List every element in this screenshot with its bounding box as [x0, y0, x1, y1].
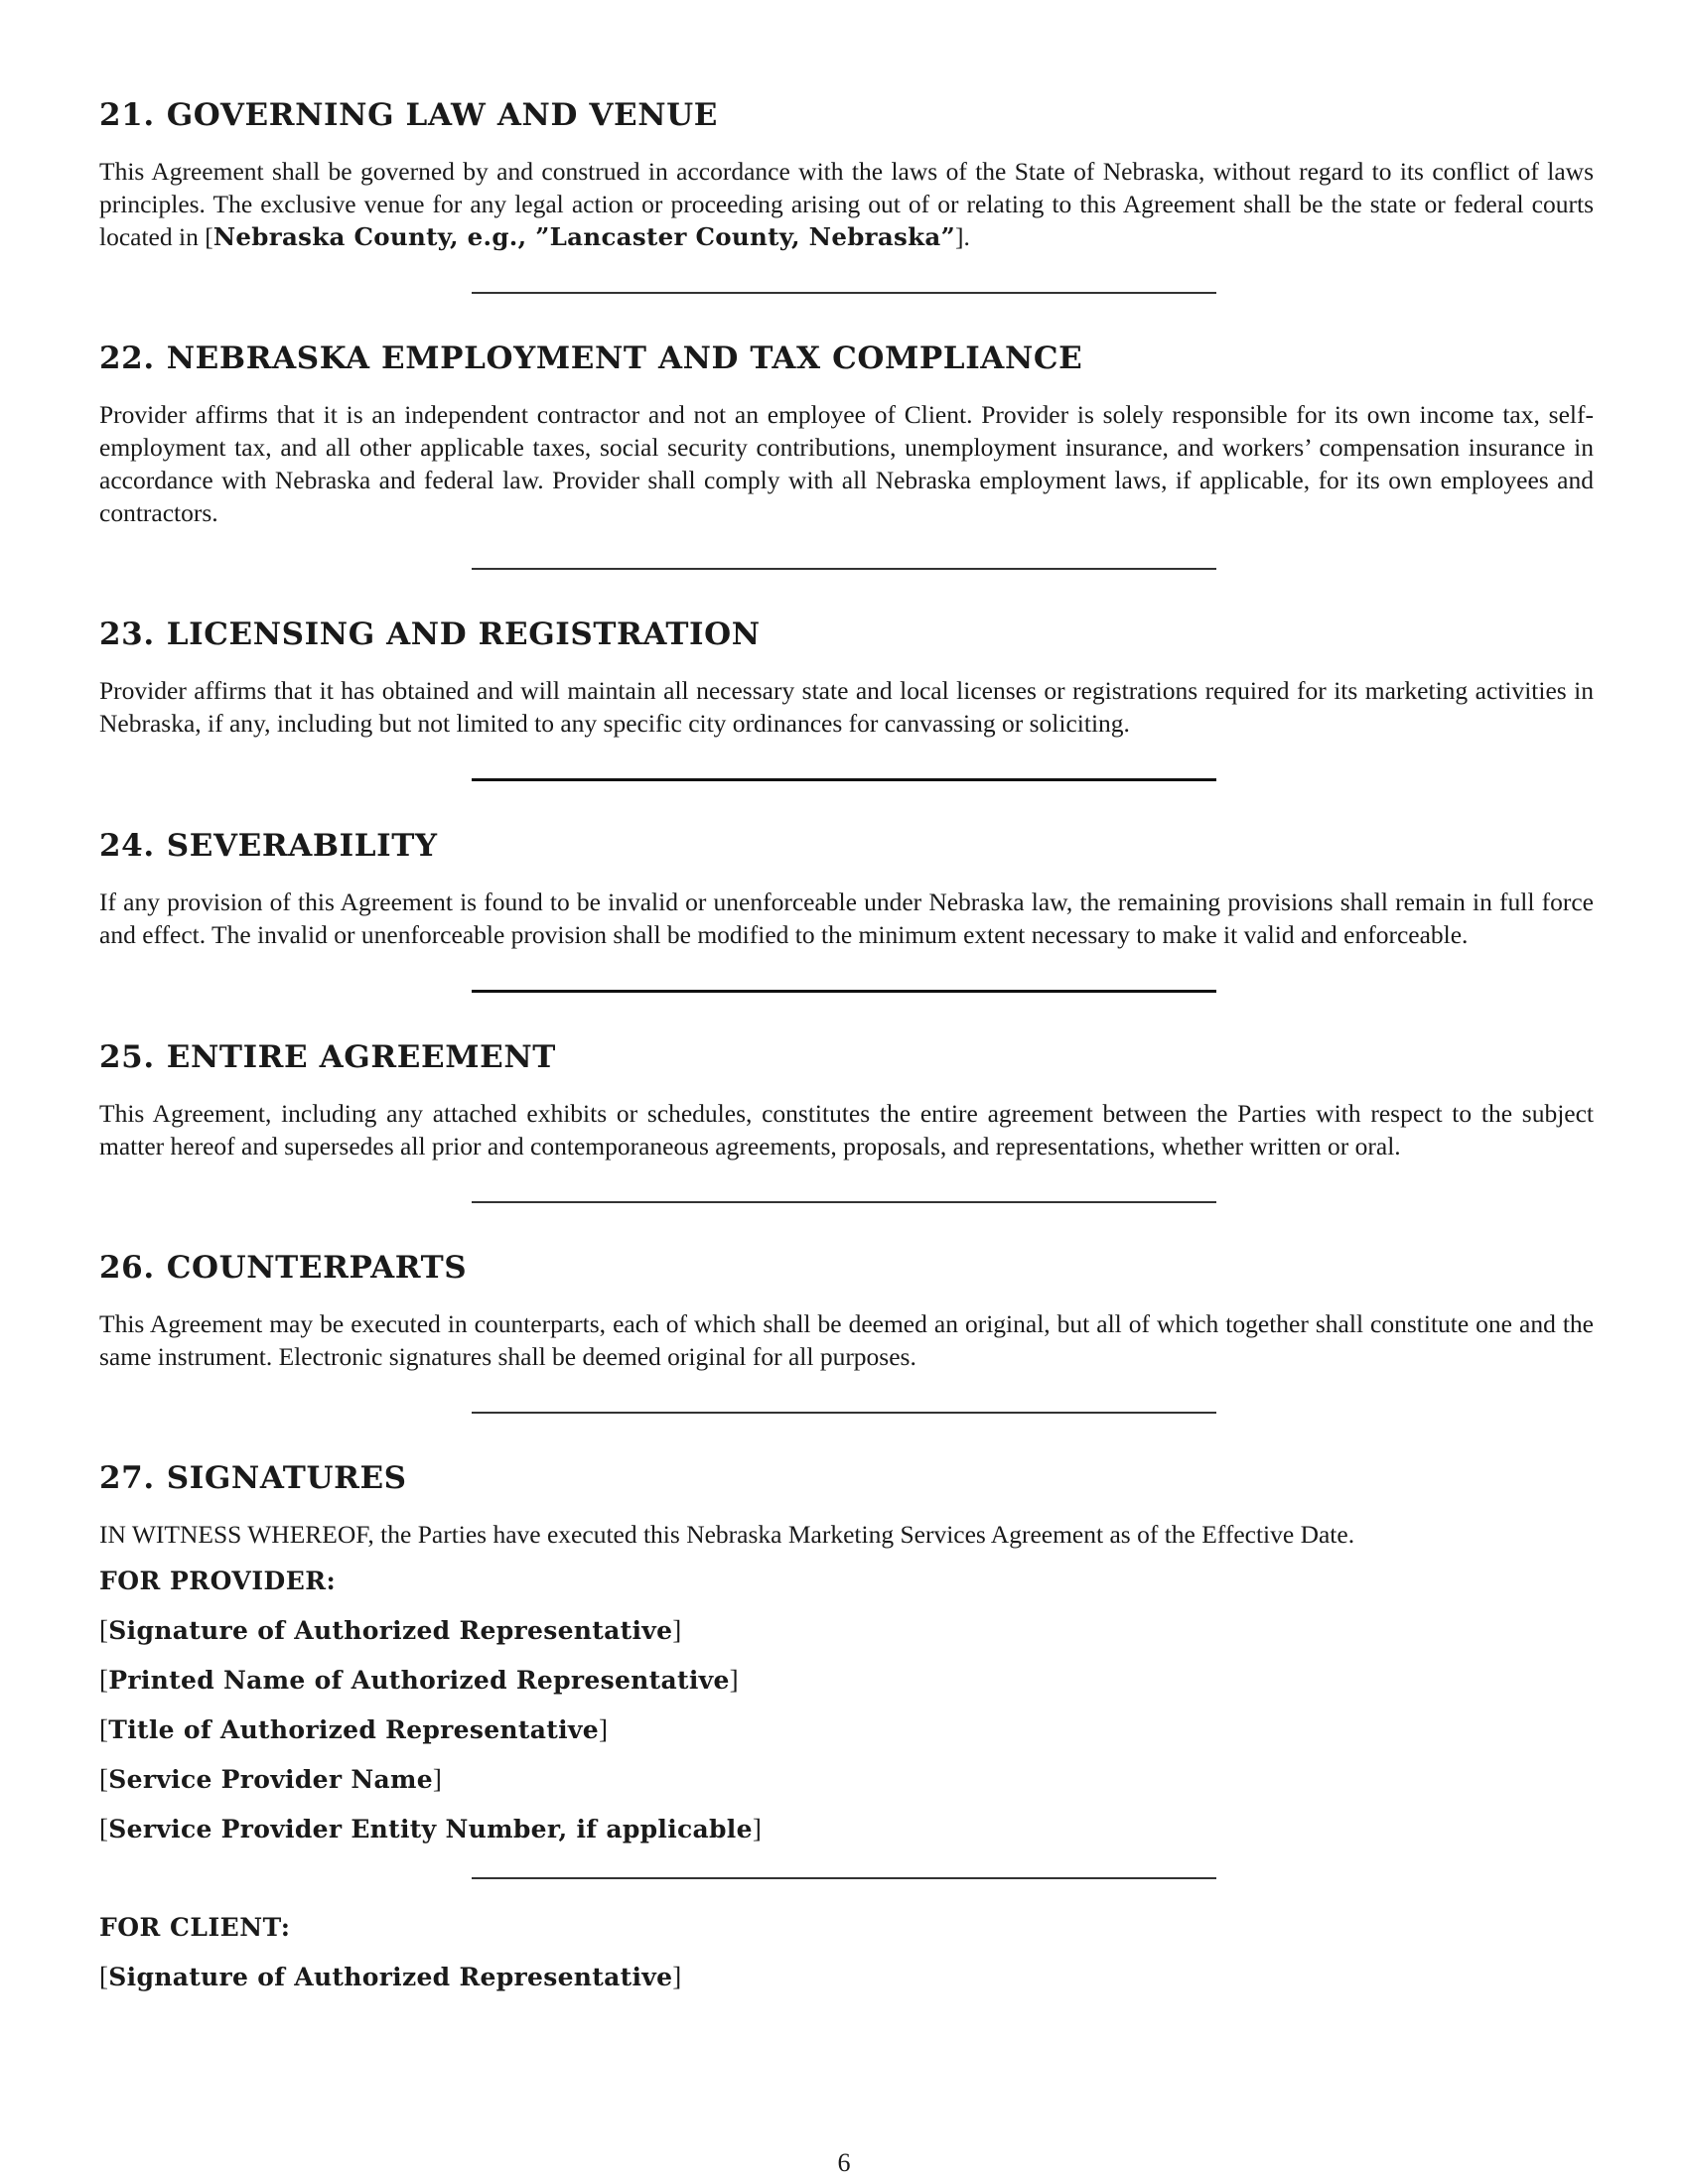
section-body: Provider affirms that it is an independent contractor and not an employee of Client. Provider is solely responsible for its own income tax, self-employment tax, and all other applicable taxes, social security contributions, unemployment insurance, and workers’ compensation insurance in accordance with Nebraska and federal law. Provider shall comply with all Nebraska employment laws, if applicable, for its own employees and contractors.: [99, 400, 1594, 527]
section-divider: [472, 1877, 1216, 1879]
section-title: GOVERNING LAW AND VENUE: [166, 97, 719, 133]
section-number: 27.: [99, 1460, 155, 1496]
document-content: [99, 95, 1594, 2010]
section-heading: [99, 826, 1594, 866]
section-number: 24.: [99, 828, 155, 864]
section-title: LICENSING AND REGISTRATION: [166, 616, 761, 652]
section-employment-tax: [99, 339, 1594, 529]
provider-entity-number-line: [99, 1813, 1594, 1845]
section-divider: [472, 990, 1216, 993]
section-divider: [472, 292, 1216, 294]
provider-title-line: [99, 1713, 1594, 1746]
section-divider: [472, 778, 1216, 781]
section-title: NEBRASKA EMPLOYMENT AND TAX COMPLIANCE: [166, 341, 1083, 376]
section-signatures: [99, 1458, 1594, 1845]
witness-statement: IN WITNESS WHEREOF, the Parties have executed this Nebraska Marketing Services Agreement as of the Effective Date.: [99, 1520, 1355, 1549]
section-heading: [99, 1458, 1594, 1498]
section-number: 26.: [99, 1250, 155, 1286]
section-heading: [99, 1248, 1594, 1288]
bracket-close: ]: [752, 1814, 763, 1843]
section-heading: [99, 339, 1594, 378]
provider-signature-placeholder: Signature of Authorized Representative: [108, 1616, 673, 1645]
section-governing-law: [99, 95, 1594, 253]
provider-title-placeholder: Title of Authorized Representative: [108, 1715, 599, 1744]
section-body: If any provision of this Agreement is found to be invalid or unenforceable under Nebraska law, the remaining provisions shall remain in full force and effect. The invalid or unenforceable provision shall be modified to the minimum extent necessary to make it valid and enforceable.: [99, 887, 1594, 949]
section-body: [99, 155, 1594, 253]
section-title: COUNTERPARTS: [166, 1250, 468, 1286]
section-body: This Agreement, including any attached exhibits or schedules, constitutes the entire agreement between the Parties with respect to the subject matter hereof and supersedes all prior and contemporaneous agreements, proposals, and representations, whether written or oral.: [99, 1099, 1594, 1160]
bracket-close: ]: [672, 1615, 682, 1645]
bracket-close: ]: [598, 1714, 609, 1744]
section-number: 23.: [99, 616, 155, 652]
bracket-close: ]: [729, 1665, 739, 1695]
venue-placeholder: Nebraska County, e.g., ”Lancaster County, Nebraska”: [212, 222, 955, 251]
provider-entity-number-placeholder: Service Provider Entity Number, if applicable: [108, 1815, 753, 1843]
client-label: FOR CLIENT:: [99, 1913, 291, 1942]
section-title: SEVERABILITY: [166, 828, 438, 864]
bracket-open: [: [99, 1764, 109, 1794]
bracket-open: [: [99, 1814, 109, 1843]
section-heading: [99, 95, 1594, 135]
bracket-close: ]: [672, 1962, 682, 1991]
client-signature-line: [99, 1961, 1594, 1993]
client-signature-placeholder: Signature of Authorized Representative: [108, 1963, 673, 1991]
section-number: 21.: [99, 97, 155, 133]
section-title: SIGNATURES: [166, 1460, 407, 1496]
section-heading: [99, 614, 1594, 654]
provider-printed-name-line: [99, 1664, 1594, 1697]
bracket-close: ].: [954, 222, 970, 251]
section-divider: [472, 1201, 1216, 1203]
bracket-open: [: [99, 1962, 109, 1991]
provider-name-placeholder: Service Provider Name: [108, 1765, 433, 1794]
section-number: 25.: [99, 1039, 155, 1075]
section-number: 22.: [99, 341, 155, 376]
section-divider: [472, 1412, 1216, 1414]
page-number: 6: [837, 2148, 851, 2177]
bracket-open: [: [99, 1714, 109, 1744]
section-heading: [99, 1037, 1594, 1077]
section-counterparts: [99, 1248, 1594, 1373]
bracket-open: [: [99, 1615, 109, 1645]
section-body: This Agreement may be executed in counterparts, each of which shall be deemed an original, but all of which together shall constitute one and the same instrument. Electronic signatures shall be deemed original for all purposes.: [99, 1309, 1594, 1371]
section-severability: [99, 826, 1594, 951]
provider-name-line: [99, 1763, 1594, 1796]
client-signature-block: [99, 1911, 1594, 1993]
section-entire-agreement: [99, 1037, 1594, 1162]
provider-label: FOR PROVIDER:: [99, 1567, 337, 1595]
body-text: This Agreement shall be governed by and construed in accordance with the laws of the State of Nebraska, without regard to its conflict of laws principles. The exclusive venue for any legal action or proceeding arising out of or relating to this Agreement shall be the state or federal courts located in: [99, 157, 1594, 251]
section-body: Provider affirms that it has obtained and will maintain all necessary state and local licenses or registrations required for its marketing activities in Nebraska, if any, including but not limited to any specific city ordinances for canvassing or soliciting.: [99, 676, 1594, 738]
bracket-open: [: [205, 222, 213, 251]
bracket-open: [: [99, 1665, 109, 1695]
section-divider: [472, 568, 1216, 570]
provider-printed-name-placeholder: Printed Name of Authorized Representative: [108, 1666, 730, 1695]
section-licensing: [99, 614, 1594, 740]
section-title: ENTIRE AGREEMENT: [166, 1039, 556, 1075]
provider-signature-line: [99, 1614, 1594, 1647]
bracket-close: ]: [432, 1764, 443, 1794]
